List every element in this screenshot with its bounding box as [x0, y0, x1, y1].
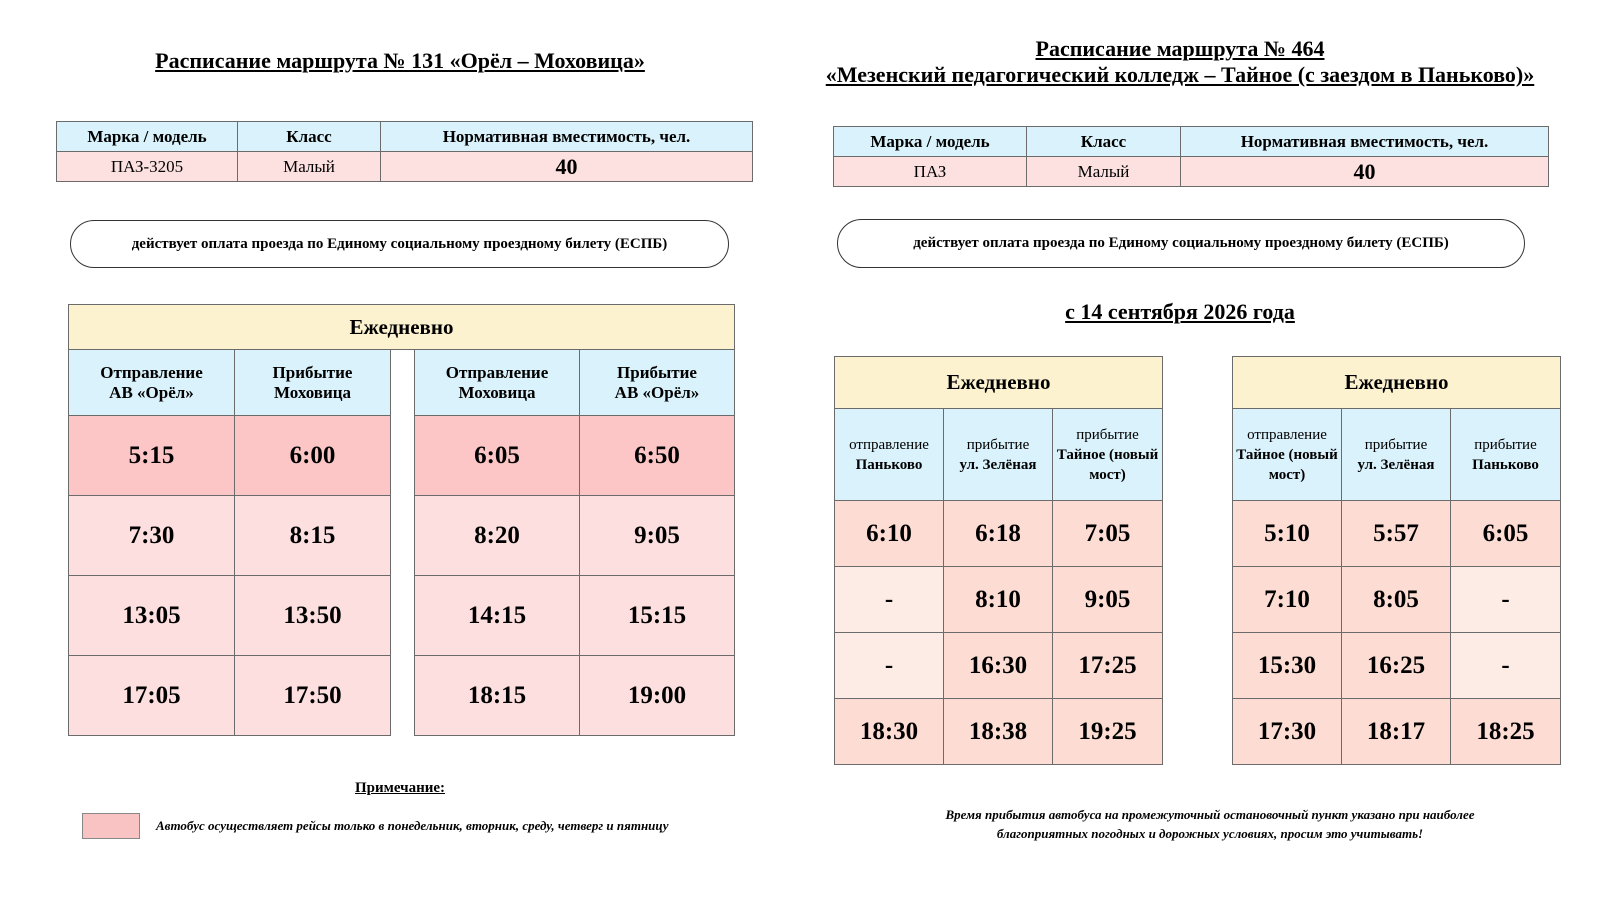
vehicle-value-row — [57, 152, 753, 182]
vehicle-capacity: 40 — [381, 152, 753, 182]
col-header-depart-mokhovitsa: Отправление Моховица — [415, 350, 580, 416]
vehicle-class: Малый — [238, 152, 381, 182]
col-header-depart-tainoe: отправление Тайное (новый мост) — [1233, 409, 1342, 501]
route-464-schedule-table-a — [834, 356, 1163, 765]
col-header-arrive-tainoe: прибытие Тайное (новый мост) — [1053, 409, 1163, 501]
schedule-row — [1233, 633, 1561, 699]
time-cell: 13:05 — [69, 576, 235, 656]
time-cell: 17:05 — [69, 656, 235, 736]
route-464-footer-note — [820, 805, 1600, 843]
route-464-schedule-table-b — [1232, 356, 1561, 765]
time-cell: 19:00 — [580, 656, 735, 736]
time-cell: 18:25 — [1451, 699, 1561, 765]
header-class: Класс — [1027, 127, 1181, 157]
time-cell: - — [1451, 633, 1561, 699]
daily-label: Ежедневно — [1233, 357, 1561, 409]
schedule-row — [835, 633, 1163, 699]
col-header-depart-orel: Отправление АВ «Орёл» — [69, 350, 235, 416]
schedule-row — [1233, 699, 1561, 765]
route-464-vehicle-table — [833, 126, 1549, 187]
time-cell: 8:05 — [1342, 567, 1451, 633]
time-cell: 9:05 — [1053, 567, 1163, 633]
daily-row — [835, 357, 1163, 409]
col-header-depart-pankovo: отправление Паньково — [835, 409, 944, 501]
schedule-header-row — [1233, 409, 1561, 501]
col-header-arrive-mokhovitsa: Прибытие Моховица — [235, 350, 391, 416]
time-cell: 16:30 — [944, 633, 1053, 699]
route-464-title — [780, 36, 1580, 88]
schedule-row — [835, 501, 1163, 567]
schedule-row — [1233, 501, 1561, 567]
schedule-row — [1233, 567, 1561, 633]
time-cell: 9:05 — [580, 496, 735, 576]
col-header-arrive-zelenaya: прибытие ул. Зелёная — [944, 409, 1053, 501]
vehicle-header-row — [57, 122, 753, 152]
time-cell: 5:57 — [1342, 501, 1451, 567]
footer-line2: благоприятных погодных и дорожных условиях, просим это учитывать! — [996, 826, 1424, 841]
route-131-vehicle-table — [56, 121, 753, 182]
col-header-arrive-pankovo: прибытие Паньково — [1451, 409, 1561, 501]
vehicle-header-row — [834, 127, 1549, 157]
time-cell: 5:10 — [1233, 501, 1342, 567]
daily-row — [69, 305, 735, 350]
header-model: Марка / модель — [57, 122, 238, 152]
vehicle-class: Малый — [1027, 157, 1181, 187]
time-cell: 7:05 — [1053, 501, 1163, 567]
time-cell: 6:00 — [235, 416, 391, 496]
col-header-arrive-zelenaya: прибытие ул. Зелёная — [1342, 409, 1451, 501]
note-title: Примечание: — [354, 780, 446, 796]
column-gap — [391, 350, 415, 736]
col-header-arrive-orel: Прибытие АВ «Орёл» — [580, 350, 735, 416]
schedule-header-row — [69, 350, 735, 416]
time-cell: 15:15 — [580, 576, 735, 656]
route-464-payment-note: действует оплата проезда по Единому социальному проездному билету (ЕСПБ) — [837, 219, 1525, 268]
time-cell: 18:15 — [415, 656, 580, 736]
time-cell: 8:10 — [944, 567, 1053, 633]
time-cell: 6:05 — [1451, 501, 1561, 567]
time-cell: 6:05 — [415, 416, 580, 496]
vehicle-model: ПАЗ-3205 — [57, 152, 238, 182]
legend-swatch — [82, 813, 140, 839]
time-cell: 17:25 — [1053, 633, 1163, 699]
time-cell: - — [835, 567, 944, 633]
time-cell: 7:10 — [1233, 567, 1342, 633]
header-model: Марка / модель — [834, 127, 1027, 157]
header-capacity: Нормативная вместимость, чел. — [1181, 127, 1549, 157]
time-cell: 17:50 — [235, 656, 391, 736]
vehicle-capacity: 40 — [1181, 157, 1549, 187]
daily-label: Ежедневно — [835, 357, 1163, 409]
time-cell: 18:30 — [835, 699, 944, 765]
schedule-row — [835, 567, 1163, 633]
time-cell: 8:20 — [415, 496, 580, 576]
route-464-title-line1: Расписание маршрута № 464 — [1035, 36, 1325, 61]
time-cell: 15:30 — [1233, 633, 1342, 699]
time-cell: 18:38 — [944, 699, 1053, 765]
time-cell: 14:15 — [415, 576, 580, 656]
daily-row — [1233, 357, 1561, 409]
time-cell: - — [1451, 567, 1561, 633]
route-131-payment-note: действует оплата проезда по Единому социальному проездному билету (ЕСПБ) — [70, 220, 729, 268]
schedule-row — [835, 699, 1163, 765]
time-cell: 8:15 — [235, 496, 391, 576]
time-cell: 6:10 — [835, 501, 944, 567]
vehicle-model: ПАЗ — [834, 157, 1027, 187]
time-cell: 17:30 — [1233, 699, 1342, 765]
footer-line1: Время прибытия автобуса на промежуточный остановочный пункт указано при наиболее — [945, 807, 1475, 822]
vehicle-value-row — [834, 157, 1549, 187]
header-class: Класс — [238, 122, 381, 152]
time-cell: 6:50 — [580, 416, 735, 496]
route-131-title: Расписание маршрута № 131 «Орёл – Моховица» — [155, 48, 645, 73]
route-131-schedule-table — [68, 304, 735, 736]
daily-label: Ежедневно — [69, 305, 735, 350]
time-cell: 7:30 — [69, 496, 235, 576]
time-cell: 18:17 — [1342, 699, 1451, 765]
route-464-effective-date: с 14 сентября 2026 года — [1065, 299, 1295, 324]
time-cell: - — [835, 633, 944, 699]
route-464-title-line2: «Мезенский педагогический колледж – Тайное (с заездом в Паньково)» — [825, 62, 1535, 87]
time-cell: 16:25 — [1342, 633, 1451, 699]
time-cell: 5:15 — [69, 416, 235, 496]
time-cell: 13:50 — [235, 576, 391, 656]
time-cell: 6:18 — [944, 501, 1053, 567]
schedule-header-row — [835, 409, 1163, 501]
note-text: Автобус осуществляет рейсы только в понедельник, вторник, среду, четверг и пятницу — [156, 818, 669, 833]
time-cell: 19:25 — [1053, 699, 1163, 765]
header-capacity: Нормативная вместимость, чел. — [381, 122, 753, 152]
